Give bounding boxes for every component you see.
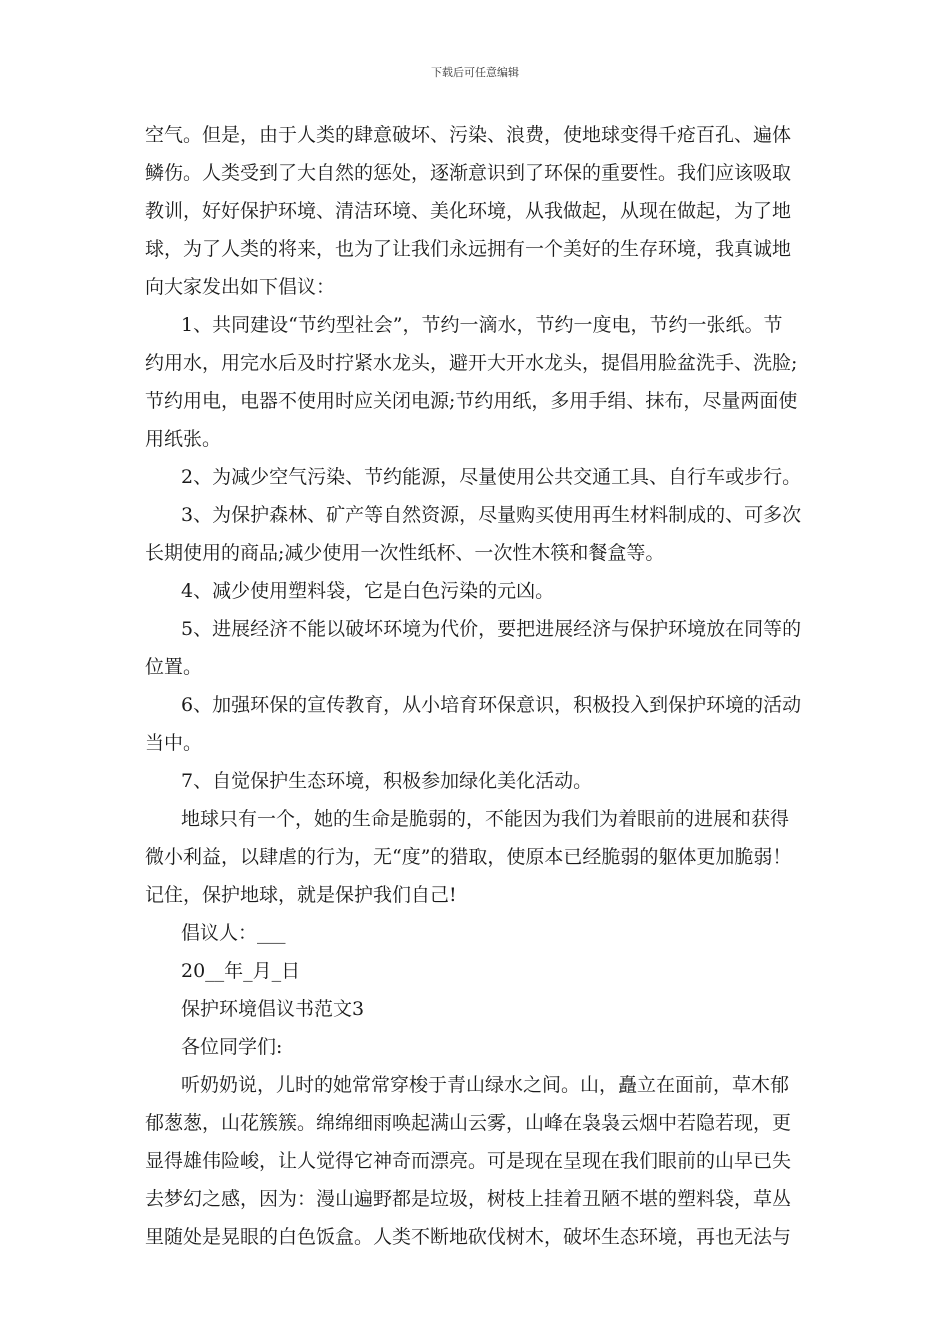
- text-line: 7、自觉保护生态环境，积极参加绿化美化活动。: [181, 770, 593, 792]
- text-line: 3、为保护森林、矿产等自然资源，尽量购买使用再生材料制成的、可多次: [181, 504, 802, 526]
- text-line: 当中。: [145, 732, 203, 754]
- text-line: 位置。: [145, 656, 203, 678]
- text-line: 鳞伤。人类受到了大自然的惩处，逐渐意识到了环保的重要性。我们应该吸取: [145, 162, 792, 184]
- text-line: 教训，好好保护环境、清洁环境、美化环境，从我做起，从现在做起，为了地: [145, 200, 792, 222]
- text-line: 里随处是晃眼的白色饭盒。人类不断地砍伐树木，破坏生态环境，再也无法与: [145, 1226, 792, 1248]
- text-line: 记住，保护地球，就是保护我们自己!: [145, 884, 457, 906]
- text-line: 去梦幻之感，因为：漫山遍野都是垃圾，树枝上挂着丑陋不堪的塑料袋，草丛: [145, 1188, 792, 1210]
- text-line: 向大家发出如下倡议：: [145, 276, 336, 298]
- section-title: 保护环境倡议书范文3: [181, 998, 365, 1020]
- text-line: 显得雄伟险峻，让人觉得它神奇而漂亮。可是现在呈现在我们眼前的山早已失: [145, 1150, 792, 1172]
- text-line: 4、减少使用塑料袋，它是白色污染的元凶。: [181, 580, 555, 602]
- text-line: 5、进展经济不能以破坏环境为代价，要把进展经济与保护环境放在同等的: [181, 618, 802, 640]
- text-line: 节约用电，电器不使用时应关闭电源;节约用纸，多用手绢、抹布，尽量两面使: [145, 390, 798, 412]
- page-header: 下载后可任意编辑: [431, 66, 519, 79]
- salutation: 各位同学们:: [181, 1036, 283, 1058]
- text-line: 2、为减少空气污染、节约能源，尽量使用公共交通工具、自行车或步行。: [181, 466, 802, 488]
- text-line: 6、加强环保的宣传教育，从小培育环保意识，积极投入到保护环境的活动: [181, 694, 802, 716]
- text-line: 微小利益，以肆虐的行为，无“度”的猎取，使原本已经脆弱的躯体更加脆弱！: [145, 846, 792, 868]
- text-line: 郁葱葱，山花簇簇。绵绵细雨唤起满山云雾，山峰在袅袅云烟中若隐若现，更: [145, 1112, 792, 1134]
- text-line: 球，为了人类的将来，也为了让我们永远拥有一个美好的生存环境，我真诚地: [145, 238, 792, 260]
- signature-line: 倡议人：___: [181, 922, 286, 944]
- text-line: 1、共同建设“节约型社会”，节约一滴水，节约一度电，节约一张纸。节: [181, 314, 783, 336]
- text-line: 听奶奶说，儿时的她常常穿梭于青山绿水之间。山，矗立在面前，草木郁: [181, 1074, 790, 1096]
- date-line: 20__年_月_日: [181, 960, 301, 982]
- text-line: 空气。但是，由于人类的肆意破坏、污染、浪费，使地球变得千疮百孔、遍体: [145, 124, 792, 146]
- text-line: 地球只有一个，她的生命是脆弱的，不能因为我们为着眼前的进展和获得: [181, 808, 790, 830]
- text-line: 约用水，用完水后及时拧紧水龙头，避开大开水龙头，提倡用脸盆洗手、洗脸;: [145, 352, 798, 374]
- text-line: 用纸张。: [145, 428, 222, 450]
- text-line: 长期使用的商品;减少使用一次性纸杯、一次性木筷和餐盒等。: [145, 542, 665, 564]
